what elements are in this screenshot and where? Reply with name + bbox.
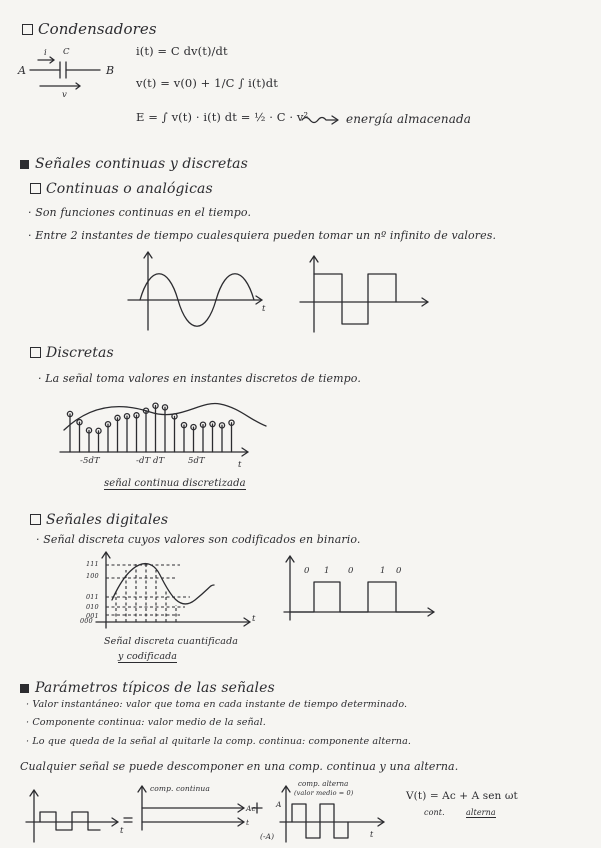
decomposition-statement: Cualquier señal se puede descomponer en una comp. continua y una alterna. bbox=[20, 760, 459, 773]
label-t-original: t bbox=[120, 826, 124, 836]
parameters-bullet-2: · Componente continua: valor medio de la señal. bbox=[26, 717, 266, 728]
parameters-bullet-1: · Valor instantáneo: valor que toma en cada instante de tiempo determinado. bbox=[26, 699, 408, 710]
digital-y-label-111: 111 bbox=[86, 560, 99, 568]
energy-note: energía almacenada bbox=[346, 112, 472, 126]
label-a: A bbox=[276, 800, 282, 809]
discrete-heading: Discretas bbox=[30, 345, 114, 361]
digital-y-label-011: 011 bbox=[86, 593, 99, 601]
discrete-axis-t: t bbox=[238, 460, 242, 470]
decomposition-formula: V(t) = Ac + A sen ωt bbox=[406, 790, 518, 802]
label-comp-continua: comp. continua bbox=[150, 784, 210, 793]
capacitance-label: C bbox=[63, 47, 70, 57]
current-label: i bbox=[44, 48, 47, 58]
parameters-bullet-3: · Lo que queda de la señal al quitarle la comp. continua: componente alterna. bbox=[26, 736, 412, 747]
digital-caption-line-1: Señal discreta cuantificada bbox=[104, 636, 239, 647]
bit-1: 1 bbox=[324, 566, 330, 576]
energy-formula: E = ∫ v(t) · i(t) dt = ½ · C · v² bbox=[136, 110, 309, 124]
digital-axis-t: t bbox=[252, 614, 256, 624]
capacitors-heading: Condensadores bbox=[22, 20, 157, 38]
label-minus-a: (-A) bbox=[260, 832, 275, 841]
continuous-bullet-2: · Entre 2 instantes de tiempo cualesquiera pueden tomar un nº infinito de valores. bbox=[28, 229, 497, 242]
parameters-heading: Parámetros típicos de las señales bbox=[20, 680, 275, 696]
current-formula: i(t) = C dv(t)/dt bbox=[136, 44, 228, 58]
bit-3: 1 bbox=[380, 566, 386, 576]
tick-5dt: 5dT bbox=[188, 456, 205, 466]
digital-caption-line-2: y codificada bbox=[118, 651, 178, 662]
formula-label-cont: cont. bbox=[424, 808, 445, 817]
bit-0: 0 bbox=[304, 566, 310, 576]
label-ac: Ac bbox=[246, 804, 256, 813]
formula-label-alterna: alterna bbox=[466, 808, 496, 817]
label-comp-alterna: comp. alterna bbox=[298, 780, 349, 788]
tick-minus-5dt: -5dT bbox=[80, 456, 100, 466]
digital-y-label-001: 001 bbox=[86, 612, 99, 620]
digital-y-label-000: 000 bbox=[80, 617, 93, 625]
voltage-label: v bbox=[62, 90, 67, 100]
signals-heading: Señales continuas y discretas bbox=[20, 156, 248, 172]
discrete-caption: señal continua discretizada bbox=[104, 478, 246, 489]
digital-heading: Señales digitales bbox=[30, 512, 168, 528]
label-t-dc: t bbox=[246, 818, 250, 827]
label-t-ac: t bbox=[370, 830, 374, 839]
digital-y-label-100: 100 bbox=[86, 572, 99, 580]
tick-dt: dT bbox=[153, 456, 165, 466]
digital-bullet-1: · Señal discreta cuyos valores son codificados en binario. bbox=[36, 533, 361, 546]
bit-2: 0 bbox=[348, 566, 354, 576]
continuous-heading: Continuas o analógicas bbox=[30, 181, 213, 197]
tick-minus-dt: -dT bbox=[136, 456, 151, 466]
discrete-bullet-1: · La señal toma valores en instantes discretos de tiempo. bbox=[38, 372, 361, 385]
continuous-bullet-1: · Son funciones continuas en el tiempo. bbox=[28, 206, 252, 219]
bit-4: 0 bbox=[396, 566, 402, 576]
analog-axis-t: t bbox=[262, 304, 266, 314]
voltage-formula: v(t) = v(0) + 1/C ∫ i(t)dt bbox=[136, 76, 278, 90]
digital-y-label-010: 010 bbox=[86, 603, 99, 611]
node-b-label: B bbox=[106, 64, 115, 77]
node-a-label: A bbox=[18, 64, 27, 77]
label-valor-medio: (valor medio = 0) bbox=[294, 789, 354, 797]
